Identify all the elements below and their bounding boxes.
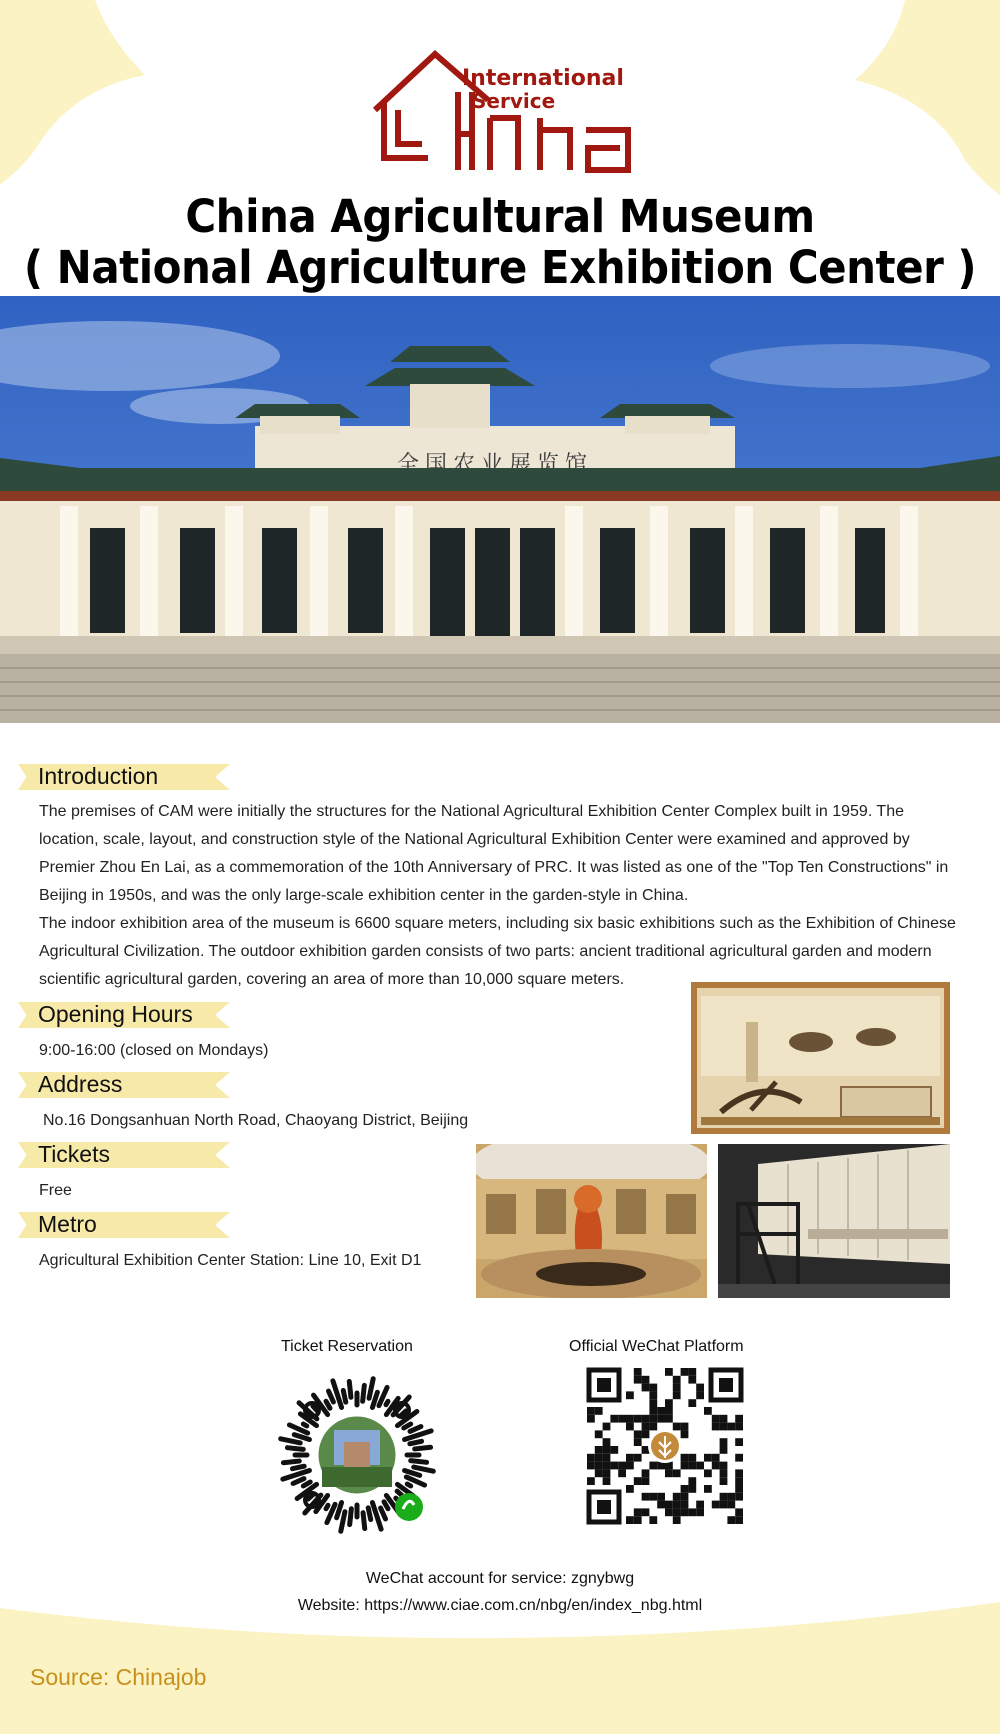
international-service-china-logo bbox=[370, 48, 635, 176]
tickets-heading bbox=[18, 1139, 230, 1169]
page-title-line-1: China Agricultural Museum bbox=[185, 190, 815, 243]
website-line[interactable]: Website: https://www.ciae.com.cn/nbg/en/index_nbg.html bbox=[297, 1597, 703, 1614]
opening-hours-text: 9:00-16:00 (closed on Mondays) bbox=[39, 1042, 269, 1059]
official-wechat-label: Official WeChat Platform bbox=[569, 1338, 744, 1355]
tickets-text: Free bbox=[39, 1182, 72, 1199]
ticket-reservation-label: Ticket Reservation bbox=[281, 1338, 413, 1355]
wechat-account-line: WeChat account for service: zgnybwg bbox=[365, 1570, 635, 1587]
svg-text:Service: Service bbox=[472, 89, 556, 113]
metro-heading-text: Metro bbox=[38, 1211, 97, 1237]
introduction-paragraph-2: The indoor exhibition area of the museum is 6600 square meters, including six basic exhibitions such as the Exhibition of Chinese Agricultural Civilization. The outdoor exhibition garden consists of two parts: ancient traditional agricultural garden and modern scientific agricultural garden, covering an area of more than 10,000 square meters. bbox=[39, 915, 956, 988]
top-right-corner-decoration bbox=[850, 0, 1000, 200]
introduction-paragraph-1: The premises of CAM were initially the structures for the National Agricultural Exhibition Center Complex built in 1959. The location, scale, layout, and construction style of the National Agricultural Exhibition Center were examined and approved by Premier Zhou En Lai, as a commemoration of the 10th Anniversary of PRC. It was listed as one of the "Top Ten Constructions" in Beijing in 1950s, and was the only large-scale exhibition center in the garden-style in China. bbox=[39, 803, 949, 904]
opening-hours-heading bbox=[18, 999, 230, 1029]
address-heading-text: Address bbox=[38, 1071, 123, 1097]
exhibit-photo-loom-gallery bbox=[718, 1144, 950, 1298]
page-title-line-2: ( National Agriculture Exhibition Center ) bbox=[23, 241, 977, 294]
tickets-heading-text: Tickets bbox=[38, 1141, 110, 1167]
source-credit: Source: Chinajob bbox=[30, 1664, 207, 1690]
svg-text:China: China bbox=[370, 48, 373, 49]
official-wechat-qr-code[interactable] bbox=[585, 1366, 745, 1526]
svg-text:全国农业展览馆: 全国农业展览馆 bbox=[396, 452, 594, 477]
museum-hero-photo bbox=[0, 296, 1000, 723]
opening-hours-heading-text: Opening Hours bbox=[38, 1001, 193, 1027]
ticket-reservation-qr-code[interactable] bbox=[274, 1372, 440, 1538]
address-heading bbox=[18, 1069, 230, 1099]
exhibit-photo-rotunda-sculpture bbox=[476, 1144, 707, 1298]
exhibit-photo-farm-tools bbox=[691, 982, 950, 1134]
top-left-corner-decoration bbox=[0, 0, 150, 190]
introduction-text bbox=[39, 798, 961, 994]
address-text: No.16 Dongsanhuan North Road, Chaoyang District, Beijing bbox=[43, 1112, 469, 1129]
introduction-heading bbox=[18, 761, 230, 791]
metro-text: Agricultural Exhibition Center Station: Line 10, Exit D1 bbox=[39, 1252, 422, 1269]
introduction-heading-text: Introduction bbox=[38, 763, 159, 789]
svg-text:International: International bbox=[462, 66, 624, 91]
metro-heading bbox=[18, 1209, 230, 1239]
